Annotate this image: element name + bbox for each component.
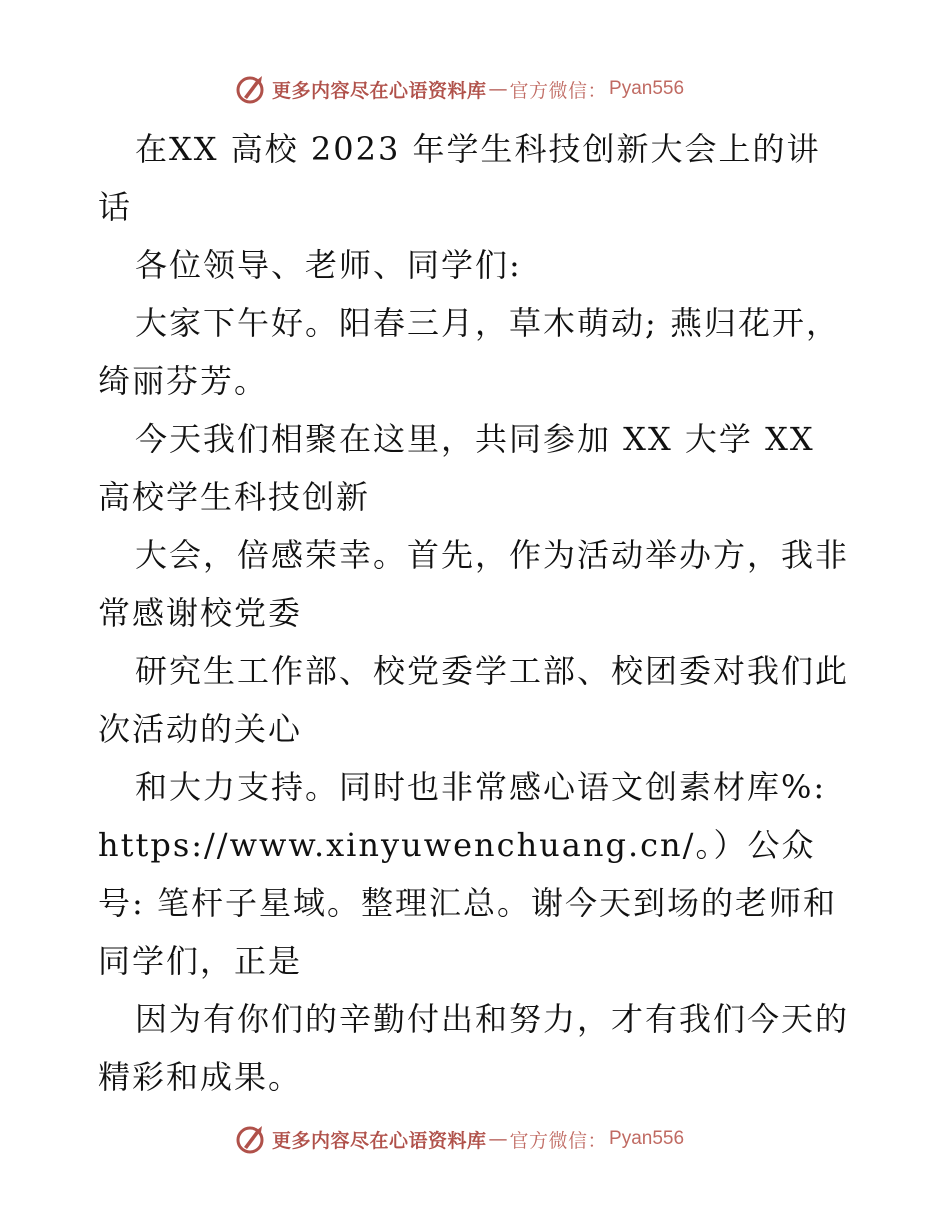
banner-wechat-id: Pyan556 [609,78,685,99]
banner-text: 更多内容尽在心语资料库 [272,79,487,102]
quill-logo-icon [234,73,266,105]
banner-text: 更多内容尽在心语资料库 [272,1129,487,1152]
paragraph: 研究生工作部、校党委学工部、校团委对我们此次活动的关心 [98,652,850,748]
paragraph: 因为有你们的辛勤付出和努力，才有我们今天的精彩和成果。 [98,1000,850,1096]
banner-wechat-label: 官方微信： [509,1129,608,1152]
banner-dash: — [488,78,508,100]
paragraph: 大家下午好。阳春三月，草木萌动; 燕归花开，绮丽芬芳。 [98,304,840,400]
banner-dash: — [488,1128,508,1150]
paragraph: 今天我们相聚在这里，共同参加 XX 大学 XX 高校学生科技创新 [98,420,815,516]
banner-wechat-id: Pyan556 [609,1128,685,1149]
banner-wechat-label: 官方微信： [509,79,608,102]
quill-logo-icon [234,1123,266,1155]
paragraph: 各位领导、老师、同学们: [135,246,522,284]
paragraph: 和大力支持。同时也非常感心语文创素材库%: https://www.xinyuwenchuang.cn/。）公众号: 笔杆子星域。整理汇总。谢今天到场的老师和同学们，正是 [98,768,837,980]
paragraph: 大会，倍感荣幸。首先，作为活动举办方，我非常感谢校党委 [98,536,850,632]
document-title: 在XX 高校 2023 年学生科技创新大会上的讲话 [98,130,821,226]
footer-banner [234,1122,684,1156]
document-body [98,120,850,1106]
header-banner [234,72,684,106]
